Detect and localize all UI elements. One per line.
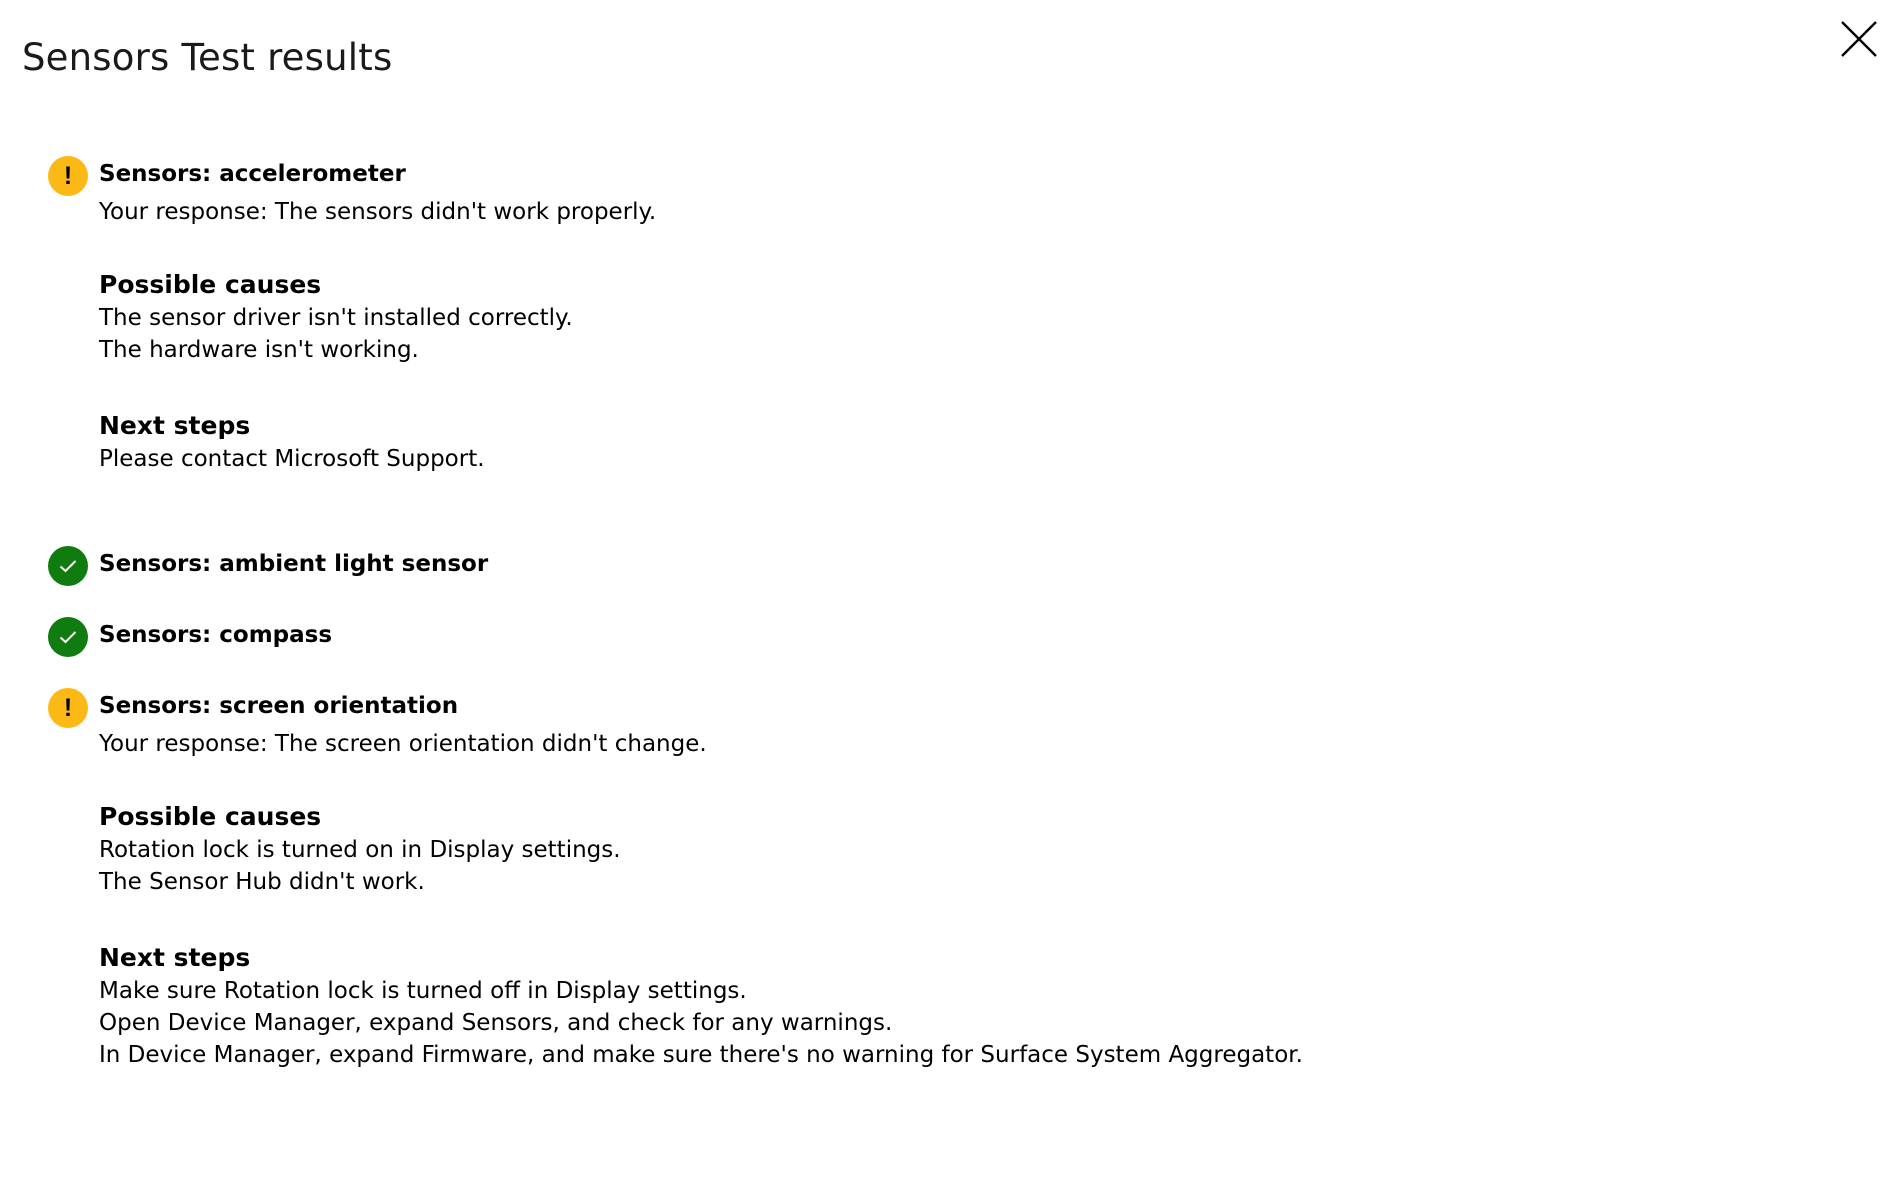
next-steps (99, 409, 485, 475)
response-text: Your response: The screen orientation didn't change. (99, 731, 707, 757)
close-icon (1838, 18, 1880, 60)
step-item: Make sure Rotation lock is turned off in Display settings. (99, 978, 747, 1004)
steps-heading: Next steps (99, 411, 251, 440)
checkmark-icon (48, 617, 88, 657)
possible-causes (99, 268, 573, 366)
warning-icon (48, 156, 88, 196)
cause-item: Rotation lock is turned on in Display settings. (99, 837, 621, 863)
result-title: Sensors: screen orientation (99, 693, 459, 719)
checkmark-icon (48, 546, 88, 586)
result-title: Sensors: ambient light sensor (99, 551, 489, 577)
close-button[interactable] (1838, 18, 1880, 60)
step-item: In Device Manager, expand Firmware, and make sure there's no warning for Surface System Aggregator. (99, 1042, 1303, 1068)
possible-causes (99, 800, 621, 898)
result-title: Sensors: compass (99, 622, 333, 648)
checkmark-glyph (57, 626, 79, 648)
page-title: Sensors Test results (22, 36, 393, 79)
next-steps (99, 941, 1303, 1071)
warning-glyph: ! (63, 693, 73, 722)
step-item: Please contact Microsoft Support. (99, 446, 485, 472)
cause-item: The hardware isn't working. (99, 337, 419, 363)
response-text: Your response: The sensors didn't work properly. (99, 199, 657, 225)
warning-glyph: ! (63, 161, 73, 190)
step-item: Open Device Manager, expand Sensors, and check for any warnings. (99, 1010, 893, 1036)
causes-heading: Possible causes (99, 270, 322, 299)
checkmark-glyph (57, 555, 79, 577)
causes-heading: Possible causes (99, 802, 322, 831)
steps-heading: Next steps (99, 943, 251, 972)
warning-icon (48, 688, 88, 728)
cause-item: The sensor driver isn't installed correctly. (99, 305, 573, 331)
result-title: Sensors: accelerometer (99, 161, 406, 187)
cause-item: The Sensor Hub didn't work. (99, 869, 425, 895)
